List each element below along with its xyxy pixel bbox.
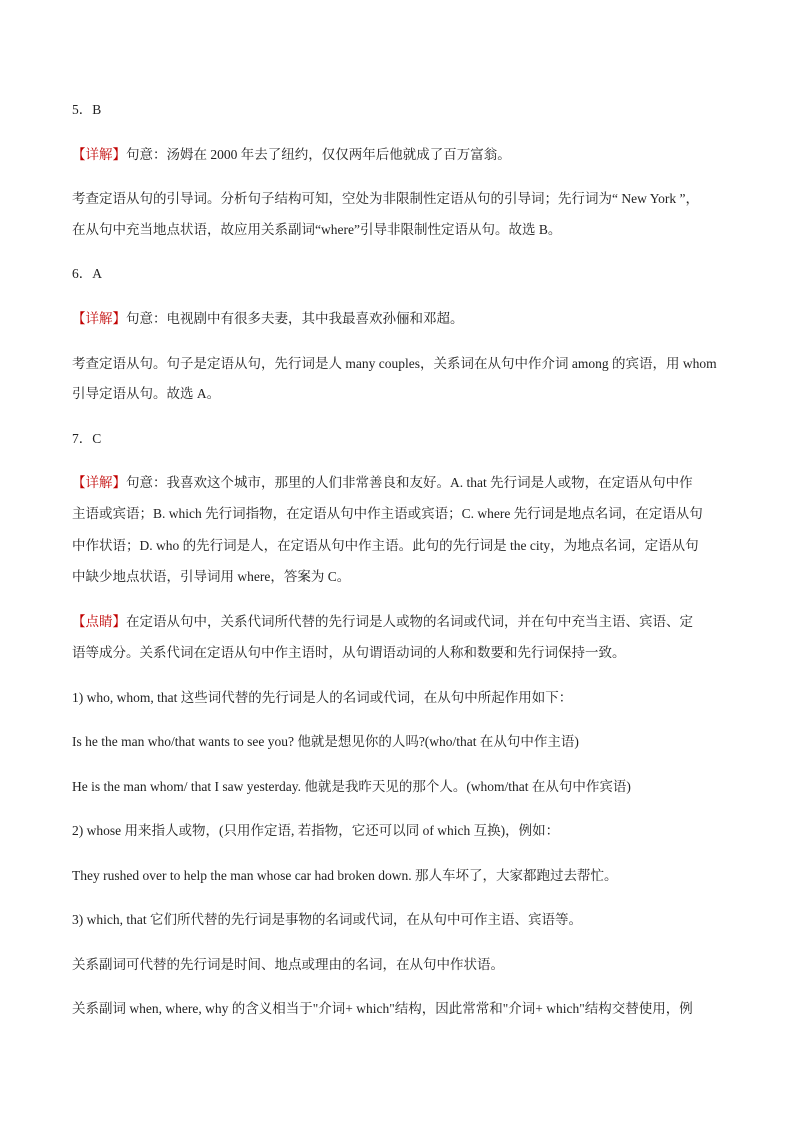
note-line: Is he the man who/that wants to see you? 他就是想见你的人吗?(who/that 在从句中作主语) (72, 734, 579, 749)
note-line: He is the man whom/ that I saw yesterday. 他就是我昨天见的那个人。(whom/that 在从句中作宾语) (72, 779, 631, 794)
detail-text: 句意：我喜欢这个城市，那里的人们非常善良和友好。A. that 先行词是人或物，在定语从句中作 (126, 475, 693, 490)
explanation-line: 引导定语从句。故选 A。 (72, 386, 221, 401)
detail-tag: 【详解】 (72, 475, 126, 490)
detail-text: 句意：电视剧中有很多夫妻，其中我最喜欢孙俪和邓超。 (126, 311, 464, 326)
tip-line: 语等成分。关系代词在定语从句中作主语时，从句谓语动词的人称和数要和先行词保持一致。 (72, 645, 626, 660)
detail-paragraph (72, 145, 511, 165)
explanation-line: 在从句中充当地点状语，故应用关系副词“where”引导非限制性定语从句。故选 B。 (72, 222, 562, 237)
note-line: They rushed over to help the man whose car had broken down. 那人车坏了，大家都跑过去帮忙。 (72, 868, 618, 883)
note-line: 2) whose 用来指人或物，(只用作定语, 若指物，它还可以同 of which 互换)，例如： (72, 823, 560, 838)
note-line: 关系副词可代替的先行词是时间、地点或理由的名词，在从句中作状语。 (72, 957, 504, 972)
answer-number: 5．B (72, 102, 102, 117)
note-line: 3) which, that 它们所代替的先行词是事物的名词或代词，在从句中可作主语、宾语等。 (72, 912, 582, 927)
tip-tag: 【点睛】 (72, 614, 126, 629)
detail-line: 中作状语；D. who 的先行词是人，在定语从句中作主语。此句的先行词是 the city，为地点名词，定语从句 (72, 538, 699, 553)
note-line: 1) who, whom, that 这些词代替的先行词是人的名词或代词，在从句中所起作用如下： (72, 690, 573, 705)
detail-paragraph (72, 473, 693, 493)
detail-line: 中缺少地点状语，引导词用 where，答案为 C。 (72, 569, 351, 584)
explanation-line: 考查定语从句。句子是定语从句，先行词是人 many couples，关系词在从句中作介词 among 的宾语，用 whom (72, 356, 717, 371)
detail-tag: 【详解】 (72, 147, 126, 162)
note-line: 关系副词 when, where, why 的含义相当于"介词+ which"结构，因此常常和"介词+ which"结构交替使用，例 (72, 1001, 693, 1016)
answer-number: 6．A (72, 266, 102, 281)
explanation-line: 考查定语从句的引导词。分析句子结构可知，空处为非限制性定语从句的引导词；先行词为“ New York ”， (72, 191, 699, 206)
detail-paragraph (72, 309, 464, 329)
tip-text: 在定语从句中，关系代词所代替的先行词是人或物的名词或代词，并在句中充当主语、宾语、定 (126, 614, 693, 629)
answer-number: 7．C (72, 431, 102, 446)
detail-line: 主语或宾语；B. which 先行词指物，在定语从句中作主语或宾语；C. where 先行词是地点名词，在定语从句 (72, 506, 703, 521)
detail-text: 句意：汤姆在 2000 年去了纽约，仅仅两年后他就成了百万富翁。 (126, 147, 511, 162)
detail-tag: 【详解】 (72, 311, 126, 326)
tip-paragraph (72, 612, 693, 632)
